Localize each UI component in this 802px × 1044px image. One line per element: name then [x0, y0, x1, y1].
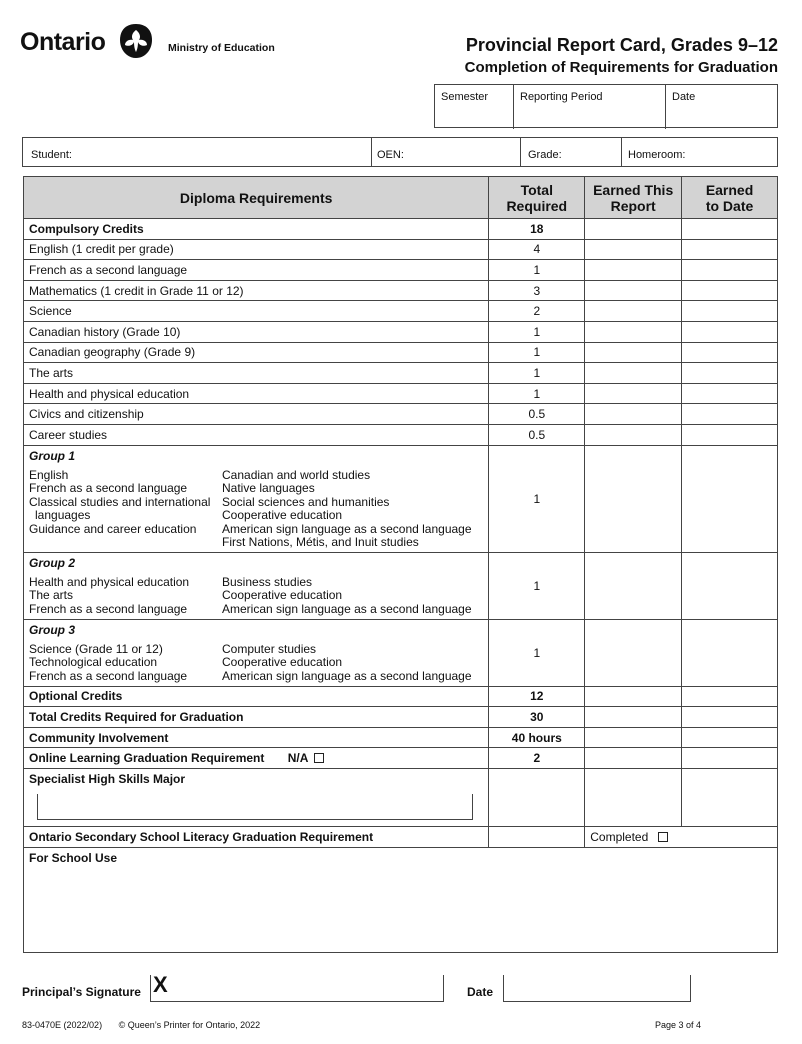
table-row — [24, 260, 778, 281]
literacy-row — [24, 826, 778, 847]
total-required-value: 1 — [489, 619, 585, 686]
group-subject: The arts — [29, 588, 74, 603]
grade-label: Grade: — [528, 149, 562, 161]
group-subject: Cooperative education — [222, 588, 343, 603]
online-learning-row — [24, 748, 778, 769]
footer-left — [22, 1020, 260, 1030]
group-subject: Native languages — [222, 481, 315, 496]
total-required-value: 1 — [489, 552, 585, 619]
earned-to-date-cell[interactable] — [682, 219, 778, 240]
earned-to-date-cell[interactable] — [682, 280, 778, 301]
earned-this-report-cell[interactable] — [585, 686, 682, 707]
earned-to-date-cell[interactable] — [682, 686, 778, 707]
group-subject: American sign language as a second language — [222, 601, 472, 616]
group-subject: English — [29, 467, 69, 482]
principal-signature-field[interactable] — [150, 975, 444, 1002]
na-checkbox[interactable] — [314, 753, 324, 763]
group-2-cell — [24, 552, 489, 619]
earned-this-report-cell[interactable] — [585, 727, 682, 748]
total-required-value: 4 — [489, 239, 585, 260]
group-subject: French as a second language — [29, 481, 188, 496]
completed-checkbox[interactable] — [658, 832, 668, 842]
group-subject: American sign language as a second language — [222, 521, 472, 536]
total-required-value: 1 — [489, 445, 585, 552]
row-label: Online Learning Graduation Requirement — [29, 751, 265, 766]
row-label: The arts — [24, 363, 489, 384]
student-field[interactable] — [23, 138, 372, 166]
total-required-value: 3 — [489, 280, 585, 301]
student-info-box — [22, 137, 778, 167]
semester-label: Semester — [441, 91, 489, 103]
shsm-label: Specialist High Skills Major — [29, 771, 186, 786]
earned-to-date-cell[interactable] — [682, 301, 778, 322]
row-label: Ontario Secondary School Literacy Graduation Requirement — [24, 826, 489, 847]
community-involvement-row — [24, 727, 778, 748]
earned-to-date-cell[interactable] — [682, 552, 778, 619]
homeroom-field[interactable] — [622, 138, 777, 166]
group-subject: Technological education — [29, 655, 158, 670]
report-subtitle: Completion of Requirements for Graduation — [464, 59, 778, 76]
report-title: Provincial Report Card, Grades 9–12 — [465, 35, 778, 55]
table-row — [24, 301, 778, 322]
earned-to-date-cell[interactable] — [682, 342, 778, 363]
earned-this-report-cell[interactable] — [585, 552, 682, 619]
online-learning-cell — [24, 748, 489, 769]
total-required-cell — [489, 826, 585, 847]
group-subject: Canadian and world studies — [222, 467, 371, 482]
group-subject: First Nations, Métis, and Inuit studies — [222, 535, 419, 550]
group-subject: Business studies — [222, 574, 313, 589]
header-diploma-requirements: Diploma Requirements — [24, 177, 489, 219]
earned-to-date-cell[interactable] — [682, 424, 778, 445]
earned-to-date-cell[interactable] — [682, 321, 778, 342]
total-required-value: 18 — [489, 219, 585, 240]
group-1-row — [24, 445, 778, 552]
earned-this-report-cell[interactable] — [585, 301, 682, 322]
reporting-period-label: Reporting Period — [520, 91, 603, 103]
shsm-input[interactable] — [37, 794, 473, 820]
row-label: French as a second language — [24, 260, 489, 281]
total-required-value: 1 — [489, 342, 585, 363]
earned-this-report-cell[interactable] — [585, 404, 682, 425]
grade-field[interactable] — [521, 138, 622, 166]
group-subject: French as a second language — [29, 601, 188, 616]
earned-this-report-cell[interactable] — [585, 363, 682, 384]
earned-this-report-cell[interactable] — [585, 707, 682, 728]
group-subject: Health and physical education — [29, 574, 190, 589]
header-earned-to-date: Earned to Date — [682, 177, 778, 219]
oen-label: OEN: — [377, 149, 404, 161]
group-subject: Computer studies — [222, 641, 317, 656]
row-label: Canadian geography (Grade 9) — [24, 342, 489, 363]
earned-this-report-cell[interactable] — [585, 424, 682, 445]
group-1-cell — [24, 445, 489, 552]
total-required-value: 30 — [489, 707, 585, 728]
signature-date-label: Date — [467, 985, 494, 999]
total-credits-row — [24, 707, 778, 728]
table-row — [24, 239, 778, 260]
earned-this-report-cell[interactable] — [585, 321, 682, 342]
earned-this-report-cell[interactable] — [585, 342, 682, 363]
earned-this-report-cell[interactable] — [585, 768, 682, 826]
school-use-cell[interactable] — [24, 847, 778, 952]
table-header-row — [24, 177, 778, 219]
row-label: Science — [24, 301, 489, 322]
completed-label: Completed — [590, 829, 649, 844]
oen-field[interactable] — [372, 138, 521, 166]
earned-to-date-cell[interactable] — [682, 260, 778, 281]
ministry-name: Ministry of Education — [168, 42, 275, 54]
form-number: 83-0470E (2022/02) — [22, 1020, 103, 1030]
na-label: N/A — [287, 751, 308, 766]
ontario-logo-text: Ontario — [20, 28, 106, 56]
earned-this-report-cell[interactable] — [585, 748, 682, 769]
group-1-title: Group 1 — [29, 448, 76, 463]
earned-to-date-cell[interactable] — [682, 748, 778, 769]
reporting-period-field[interactable] — [514, 85, 666, 129]
homeroom-label: Homeroom: — [628, 149, 686, 161]
row-label: Total Credits Required for Graduation — [24, 707, 489, 728]
group-subject: Cooperative education — [222, 508, 343, 523]
earned-this-report-cell[interactable] — [585, 260, 682, 281]
header-earned-this-report: Earned This Report — [585, 177, 682, 219]
trillium-logo-icon — [118, 23, 154, 59]
reporting-period-box — [434, 84, 778, 128]
group-subject: Social sciences and humanities — [222, 494, 390, 509]
header-total-required: Total Required — [489, 177, 585, 219]
total-required-value: 0.5 — [489, 424, 585, 445]
signature-date-field[interactable] — [503, 975, 691, 1002]
total-required-value: 0.5 — [489, 404, 585, 425]
diploma-requirements-table — [23, 176, 778, 953]
group-subject: American sign language as a second language — [222, 668, 472, 683]
table-row — [24, 383, 778, 404]
earned-to-date-cell[interactable] — [682, 383, 778, 404]
total-required-value: 1 — [489, 321, 585, 342]
student-label: Student: — [31, 149, 72, 161]
row-label: Career studies — [24, 424, 489, 445]
semester-field[interactable] — [435, 85, 514, 129]
row-label: Community Involvement — [24, 727, 489, 748]
shsm-row — [24, 768, 778, 826]
table-row — [24, 342, 778, 363]
total-required-value: 40 hours — [489, 727, 585, 748]
date-field[interactable] — [666, 85, 777, 129]
group-subject: French as a second language — [29, 668, 188, 683]
school-use-label: For School Use — [29, 850, 118, 865]
row-label: Health and physical education — [24, 383, 489, 404]
row-label: Canadian history (Grade 10) — [24, 321, 489, 342]
earned-to-date-cell[interactable] — [682, 727, 778, 748]
row-label: Mathematics (1 credit in Grade 11 or 12) — [24, 280, 489, 301]
literacy-completed-cell — [585, 826, 778, 847]
total-required-cell — [489, 768, 585, 826]
row-label: Compulsory Credits — [24, 219, 489, 240]
total-required-value: 1 — [489, 363, 585, 384]
group-2-title: Group 2 — [29, 555, 76, 570]
earned-to-date-cell[interactable] — [682, 619, 778, 686]
group-subject: Guidance and career education — [29, 521, 197, 536]
row-label: English (1 credit per grade) — [24, 239, 489, 260]
earned-this-report-cell[interactable] — [585, 280, 682, 301]
table-row — [24, 404, 778, 425]
earned-this-report-cell[interactable] — [585, 445, 682, 552]
total-required-value: 2 — [489, 748, 585, 769]
school-use-row — [24, 847, 778, 952]
page-number: Page 3 of 4 — [654, 1020, 701, 1030]
row-label: Optional Credits — [24, 686, 489, 707]
group-subject: Cooperative education — [222, 655, 343, 670]
table-row — [24, 280, 778, 301]
group-3-title: Group 3 — [29, 622, 76, 637]
group-3-row — [24, 619, 778, 686]
shsm-cell — [24, 768, 489, 826]
total-required-value: 1 — [489, 383, 585, 404]
signature-x-mark: X — [153, 972, 168, 997]
table-row — [24, 321, 778, 342]
total-required-value: 1 — [489, 260, 585, 281]
earned-to-date-cell[interactable] — [682, 445, 778, 552]
group-subject: languages — [35, 508, 91, 523]
principal-signature-label: Principal’s Signature — [22, 985, 141, 999]
compulsory-credits-row — [24, 219, 778, 240]
group-2-row — [24, 552, 778, 619]
earned-to-date-cell[interactable] — [682, 239, 778, 260]
earned-this-report-cell[interactable] — [585, 619, 682, 686]
table-row — [24, 363, 778, 384]
earned-to-date-cell[interactable] — [682, 404, 778, 425]
date-label: Date — [672, 91, 696, 103]
total-required-value: 2 — [489, 301, 585, 322]
table-row — [24, 424, 778, 445]
total-required-value: 12 — [489, 686, 585, 707]
earned-to-date-cell[interactable] — [682, 363, 778, 384]
earned-to-date-cell[interactable] — [682, 768, 778, 826]
group-subject: Classical studies and international — [29, 494, 211, 509]
earned-this-report-cell[interactable] — [585, 239, 682, 260]
earned-this-report-cell[interactable] — [585, 383, 682, 404]
row-label: Civics and citizenship — [24, 404, 489, 425]
group-3-cell — [24, 619, 489, 686]
copyright: © Queen’s Printer for Ontario, 2022 — [118, 1020, 261, 1030]
optional-credits-row — [24, 686, 778, 707]
group-subject: Science (Grade 11 or 12) — [29, 641, 163, 656]
earned-to-date-cell[interactable] — [682, 707, 778, 728]
earned-this-report-cell[interactable] — [585, 219, 682, 240]
